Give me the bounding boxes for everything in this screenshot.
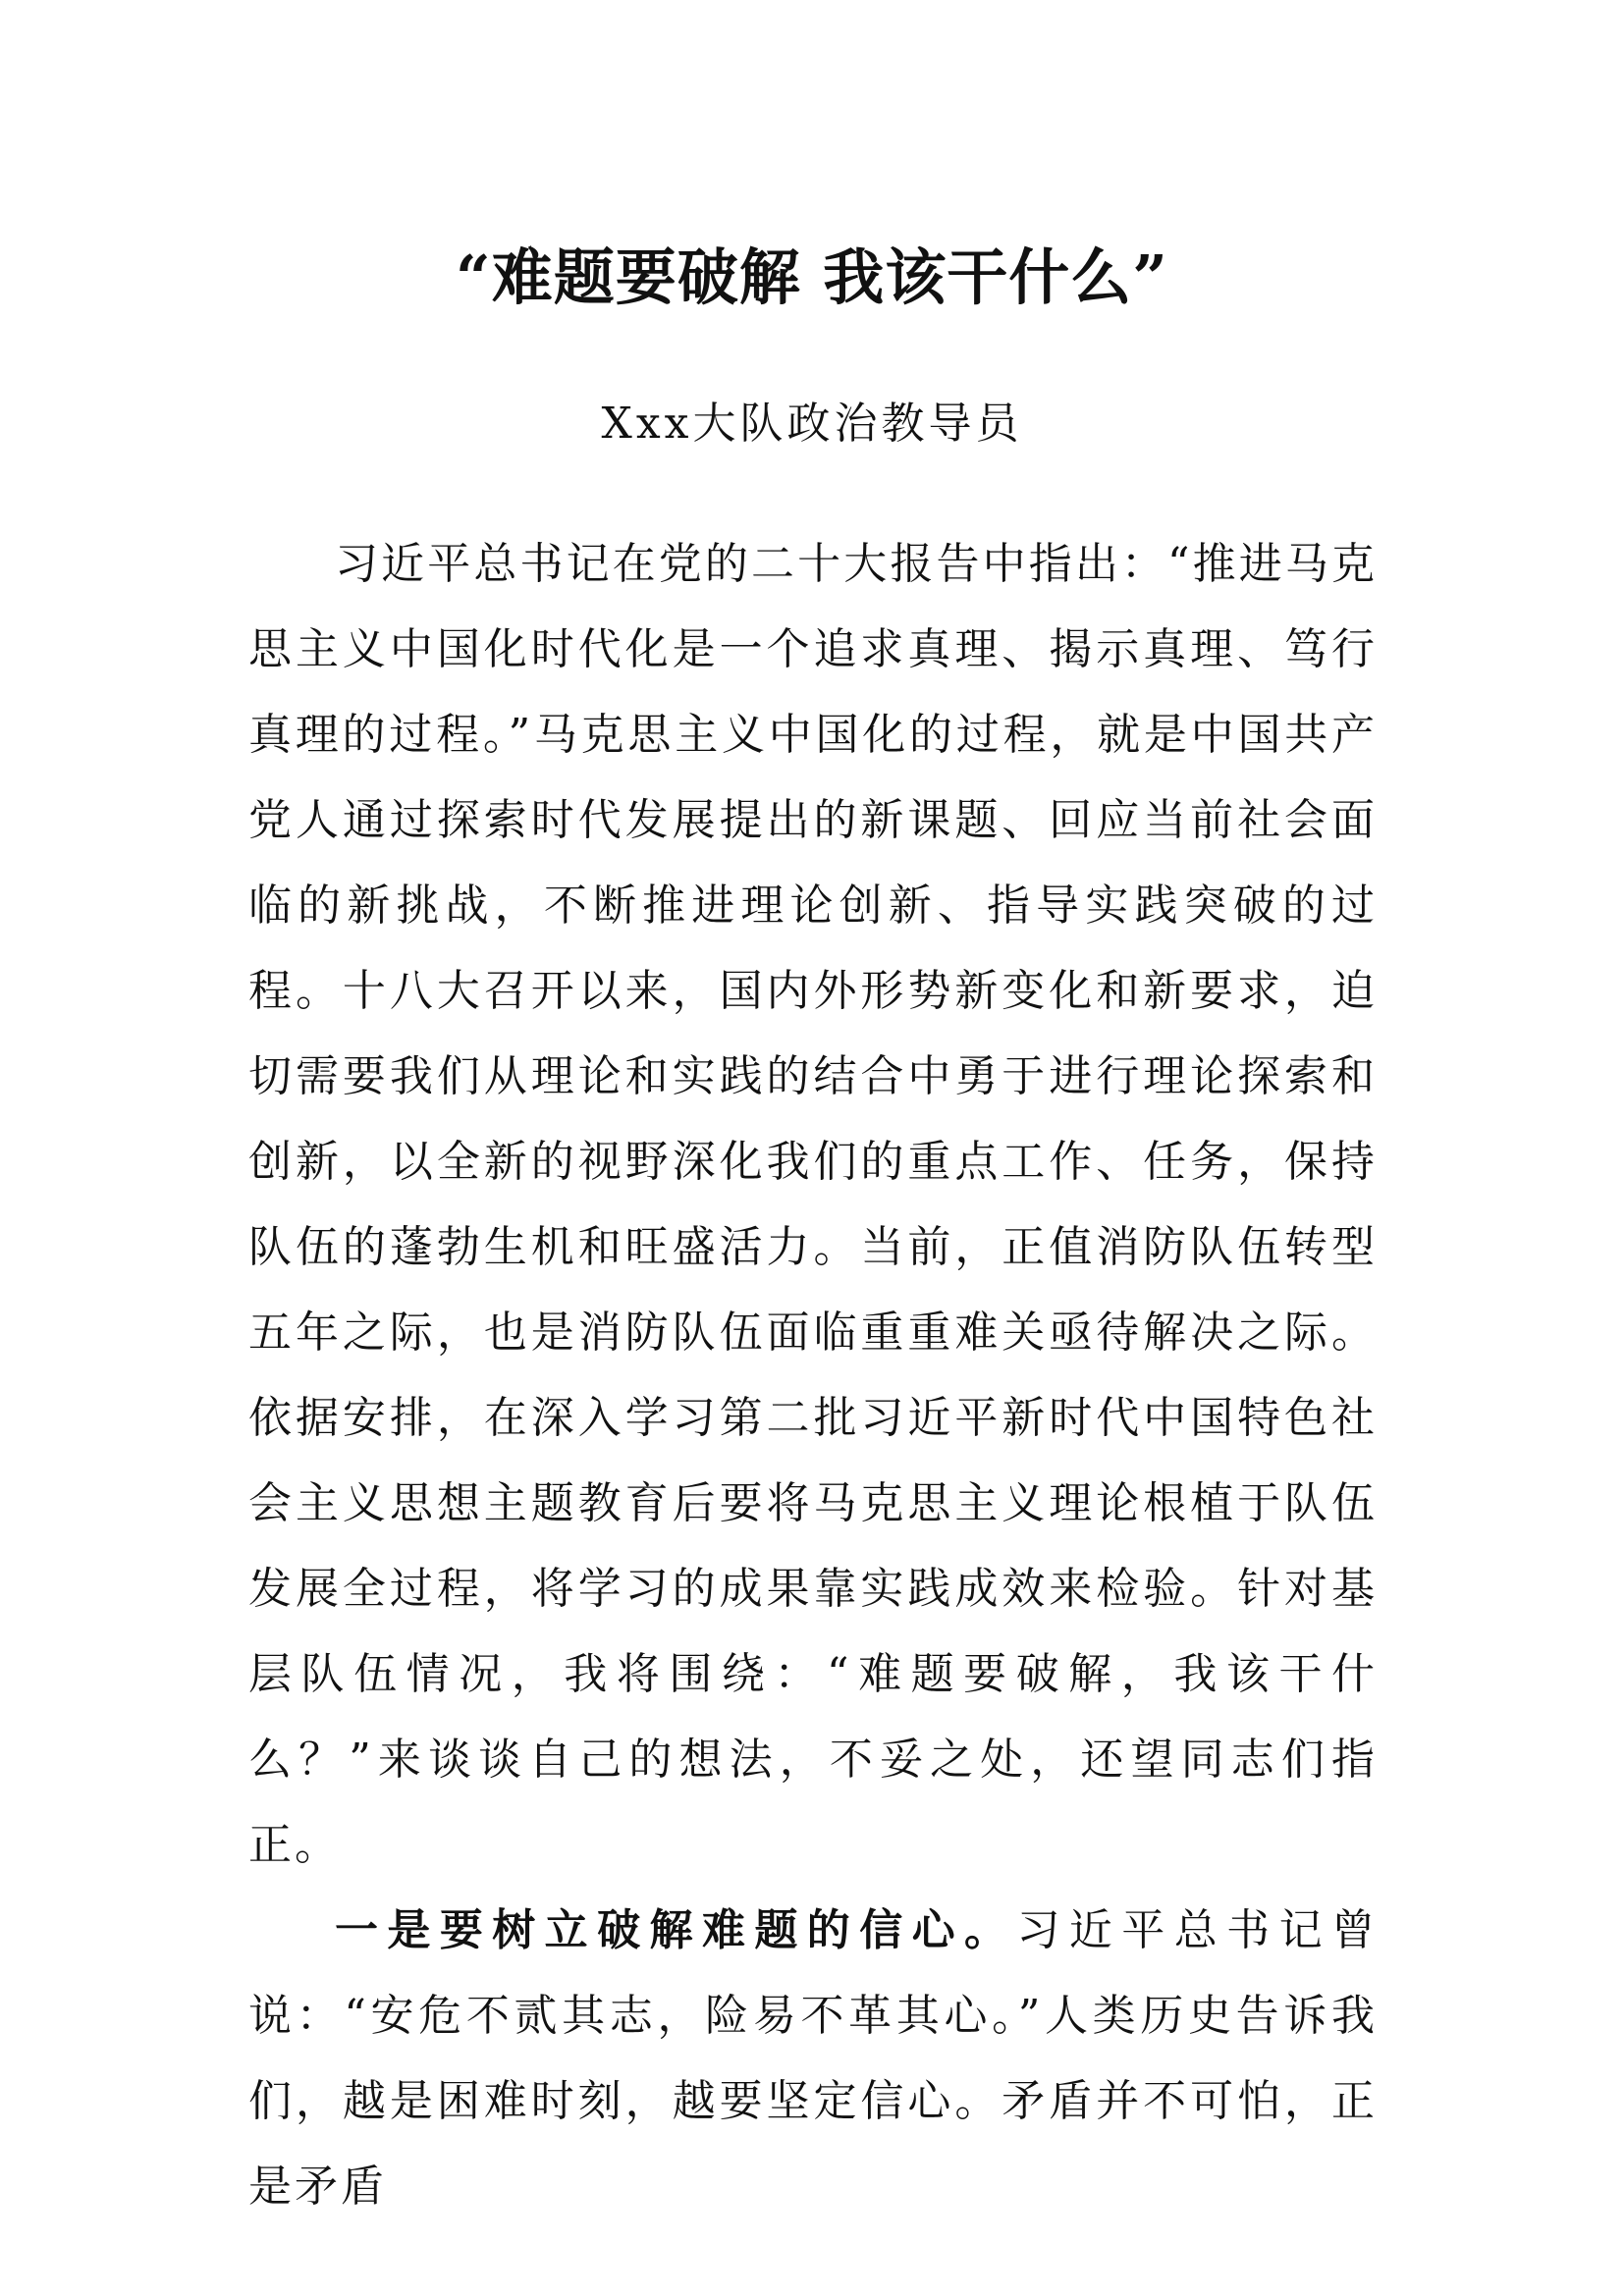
paragraph-point-one-lead: 一是要树立破解难题的信心。 <box>335 1905 1017 1955</box>
paragraph-intro: 习近平总书记在党的二十大报告中指出：“推进马克思主义中国化时代化是一个追求真理、揭示真理、笃行真理的过程。”马克思主义中国化的过程，就是中国共产党人通过探索时代发展提出的新课题、回应当前社会面临的新挑战，不断推进理论创新、指导实践突破的过程。十八大召开以来，国内外形势新变化和新要求，迫切需要我们从理论和实践的结合中勇于进行理论探索和创新，以全新的视野深化我们的重点工作、任务，保持队伍的蓬勃生机和旺盛活力。当前，正值消防队伍转型五年之际，也是消防队伍面临重重难关亟待解决之际。依据安排，在深入学习第二批习近平新时代中国特色社会主义思想主题教育后要将马克思主义理论根植于队伍发展全过程，将学习的成果靠实践成效来检验。针对基层队伍情况，我将围绕：“难题要破解，我该干什么？”来谈谈自己的想法，不妥之处，还望同志们指正。 <box>248 539 1378 1870</box>
document-author: Xxx大队政治教导员 <box>601 399 1023 449</box>
paragraph-point-one <box>248 1888 1378 2229</box>
document-title: “难题要破解 我该干什么” <box>456 241 1168 313</box>
document-body <box>248 521 1378 2229</box>
paragraph-point-one-text: 习近平总书记曾说：“安危不贰其志，险易不革其心。”人类历史告诉我们，越是困难时刻，越要坚定信心。矛盾并不可怕，正是矛盾 <box>248 1905 1379 2212</box>
